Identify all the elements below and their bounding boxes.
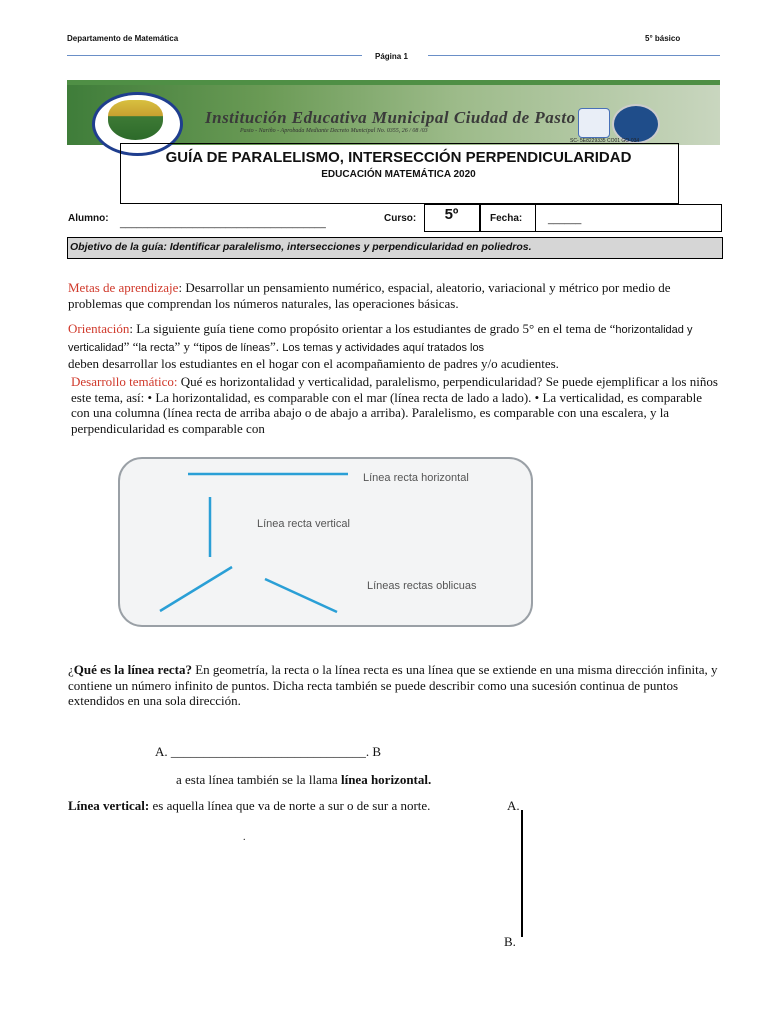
recta-paragraph: [68, 662, 718, 709]
horizontal-caption: [176, 772, 431, 788]
objective-text: Objetivo de la guía: Identificar paralelismo, intersecciones y perpendicularidad en poliedros.: [70, 241, 532, 253]
horizontal-caption-text: a esta línea también se la llama: [176, 772, 341, 787]
header-divider-right: [428, 55, 720, 56]
fecha-divider: [535, 204, 536, 231]
certification-logo-icon: [578, 108, 610, 138]
orientacion-text-2: deben desarrollar los estudiantes en el hogar con el acompañamiento de padres y/o acudientes.: [68, 356, 559, 371]
quote-2: ” y “: [174, 338, 200, 354]
orientacion-text: : La siguiente guía tiene como propósito orientar a los estudiantes de grado 5° en el tema de “: [129, 321, 616, 336]
oblique-line-1: [160, 567, 232, 611]
vertical-point-a: A.: [507, 798, 520, 813]
fecha-field: ______: [548, 214, 582, 225]
grade-header: 5° básico: [645, 34, 681, 43]
recta-question: Qué es la línea recta?: [73, 662, 192, 677]
curso-label: Curso:: [384, 213, 417, 224]
topic-recta: la recta: [138, 341, 175, 354]
alumno-label: Alumno:: [68, 213, 109, 224]
label-horizontal: Línea recta horizontal: [363, 472, 469, 484]
topic-temas: Los temas y actividades aquí tratados los: [282, 341, 485, 354]
stray-dot: .: [243, 832, 246, 843]
metas-label: Metas de aprendizaje: [68, 280, 179, 295]
page-number: Página 1: [375, 52, 408, 61]
guide-title: GUÍA DE PARALELISMO, INTERSECCIÓN PERPENDICULARIDAD: [165, 149, 632, 166]
quote-3: ”.: [270, 338, 283, 354]
vertical-point-b: B.: [504, 934, 516, 949]
topic-tipos: tipos de líneas: [199, 341, 270, 354]
horizontal-example-line: A. ______________________________. B: [155, 744, 382, 759]
crest-emblem-icon: [108, 100, 163, 140]
department-header: Departamento de Matemática: [67, 34, 179, 43]
vertical-line-example: [521, 810, 523, 937]
metas-text: : Desarrollar un pensamiento numérico, espacial, aleatorio, variacional y métrico por medio de problemas que comprendan los números naturales, las operaciones básicas.: [68, 280, 671, 311]
vertical-definition: [68, 798, 430, 814]
vertical-label: Línea vertical:: [68, 798, 150, 813]
vertical-text: es aquella línea que va de norte a sur o de sur a norte.: [149, 798, 431, 813]
desarrollo-text: Qué es horizontalidad y verticalidad, paralelismo, perpendicularidad? Se puede ejemplificar a los niños este tema, así: • La horizontalidad, es comparable con el mar (línea recta de lado a lado). • La verticalidad, es comparable con una columna (línea recta de arriba abajo o de abajo a arriba). Paralelismo, es comparable con una escalera, y la perpendicularidad es comparable con: [71, 374, 718, 436]
header-divider-left: [67, 55, 362, 56]
label-vertical: Línea recta vertical: [257, 518, 350, 530]
label-oblique: Líneas rectas oblicuas: [367, 580, 477, 592]
guide-subtitle: EDUCACIÓN MATEMÁTICA 2020: [321, 169, 476, 180]
desarrollo-paragraph: [71, 374, 719, 436]
horizontal-caption-bold: línea horizontal.: [340, 772, 432, 787]
topic-hv: horizontalidad y verticalidad: [68, 324, 693, 354]
desarrollo-label: Desarrollo temático:: [71, 374, 178, 389]
certification-code: SC- 5E8229335 CO01 GO-034: [570, 138, 640, 144]
fecha-label: Fecha:: [490, 213, 523, 224]
recta-open-mark: ¿: [68, 662, 74, 677]
recta-text: En geometría, la recta o la línea recta es una línea que se extiende en una misma dirección infinita, y contiene un número infinito de puntos. Dicha recta también se puede describir como una sucesión continua de puntos extendidos en una sola dirección.: [68, 662, 718, 708]
metas-paragraph: [68, 280, 718, 311]
curso-value: 5º: [444, 206, 459, 223]
orientacion-label: Orientación: [68, 321, 130, 336]
institution-name: Institución Educativa Municipal Ciudad de Pasto: [205, 108, 576, 127]
orientacion-paragraph: [68, 321, 718, 372]
quote-1: ” “: [123, 338, 139, 354]
institution-subtitle: Pasto - Nariño - Aprobada Mediante Decreto Municipal No. 0355, 26 / 08 /03: [240, 128, 428, 134]
oblique-line-2: [265, 579, 337, 612]
alumno-field: _____________________________________: [120, 218, 326, 229]
